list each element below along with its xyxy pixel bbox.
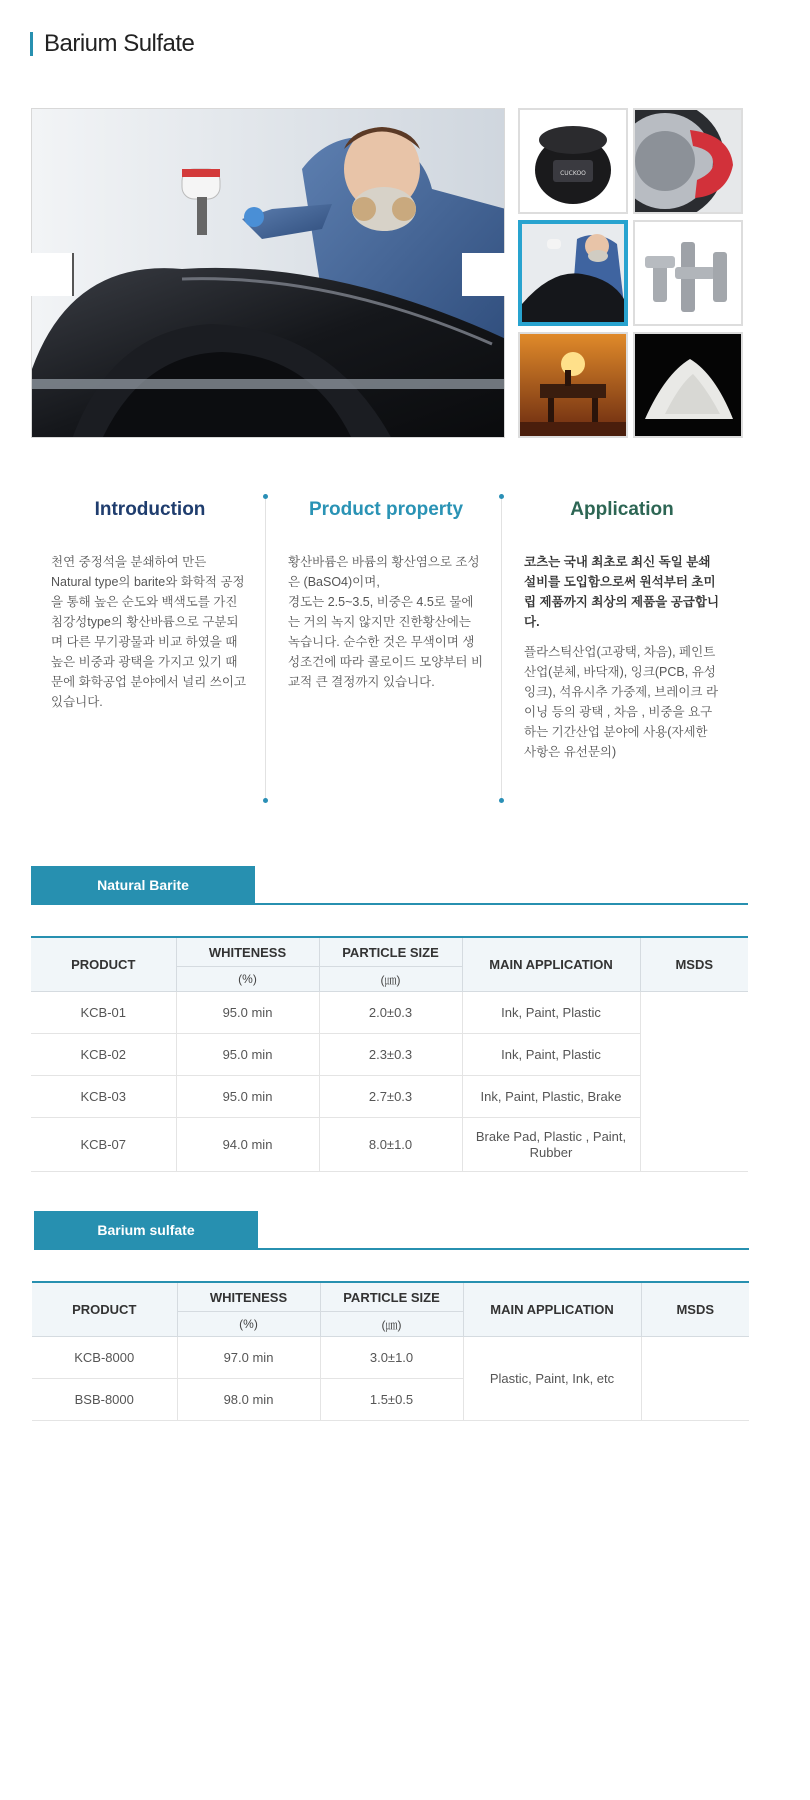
col-particle-size: PARTICLE SIZE bbox=[319, 937, 462, 967]
thumbnail-rice-cooker[interactable] bbox=[518, 108, 628, 214]
column-divider-1 bbox=[265, 496, 266, 800]
msds-cell bbox=[641, 1337, 749, 1421]
col-main-application: MAIN APPLICATION bbox=[463, 1282, 641, 1337]
table-row: KCB-01 95.0 min 2.0±0.3 Ink, Paint, Plastic bbox=[31, 992, 748, 1034]
col-msds: MSDS bbox=[641, 1282, 749, 1337]
col-whiteness: WHITENESS bbox=[177, 1282, 320, 1312]
thumbnail-spray-painting[interactable] bbox=[518, 220, 628, 326]
thumbnail-white-powder[interactable] bbox=[633, 332, 743, 438]
application-text: 코츠는 국내 최초로 최신 독일 분쇄설비를 도입함으로써 원석부터 초미립 제품까지 최상의 제품을 공급합니다. 플라스틱산업(고광택, 차음), 페인트산업(분체, 바닥재), 잉크(PCB, 유성잉크), 석유시추 가중제, 브레이크 라이닝 등의 광택 , 차음 , 비중을 요구하는 기간산업 분야에 사용(자세한 사항은 유선문의) bbox=[524, 555, 720, 759]
page-title: Barium Sulfate bbox=[44, 30, 195, 57]
application-highlight: 코츠는 국내 최초로 최신 독일 분쇄설비를 도입함으로써 원석부터 초미립 제품까지 최상의 제품을 공급합니다. bbox=[524, 555, 720, 629]
col-particle-unit: (㎛) bbox=[320, 1312, 463, 1337]
col-whiteness-unit: (%) bbox=[177, 1312, 320, 1337]
table-row: KCB-03 95.0 min 2.7±0.3 Ink, Paint, Plastic, Brake bbox=[31, 1076, 748, 1118]
table-row: KCB-02 95.0 min 2.3±0.3 Ink, Paint, Plastic bbox=[31, 1034, 748, 1076]
introduction-text: 천연 중정석을 분쇄하여 만든 Natural type의 barite와 화학적 공정을 통해 높은 순도와 백색도를 가진 침강성type의 황산바륨으로 구분되며 다른 무기광물과 비교 하였을 때 높은 비중과 광택을 가지고 있기 때문에 화학공업 분야에서 널리 쓰이고 있습니다. bbox=[51, 555, 247, 709]
barium-sulfate-tab-line bbox=[34, 1248, 749, 1250]
table-row: KCB-8000 97.0 min 3.0±1.0 Plastic, Paint, Ink, etc bbox=[32, 1337, 749, 1379]
col-product: PRODUCT bbox=[32, 1282, 177, 1337]
natural-barite-table bbox=[31, 936, 748, 1172]
barium-sulfate-tab: Barium sulfate bbox=[34, 1211, 258, 1249]
table-row: BSB-8000 98.0 min 1.5±0.5 bbox=[32, 1379, 749, 1421]
col-whiteness: WHITENESS bbox=[176, 937, 319, 967]
col-msds: MSDS bbox=[640, 937, 748, 992]
product-property-title: Product property bbox=[308, 499, 464, 520]
product-property-text: 황산바륨은 바륨의 황산염으로 조성은 (BaSO4)이며, 경도는 2.5~3.5, 비중은 4.5로 물에는 거의 녹지 않지만 진한황산에는 녹습니다. 순수한 것은 무색이며 생성조건에 따라 콜로이드 모양부터 비교적 큰 결정까지 있습니다. bbox=[288, 555, 484, 689]
title-accent-bar bbox=[30, 32, 33, 56]
thumbnail-cooker-brand: CUCKOO bbox=[560, 170, 586, 177]
divider-dot bbox=[263, 798, 268, 803]
natural-barite-tab-line bbox=[31, 903, 748, 905]
col-whiteness-unit: (%) bbox=[176, 967, 319, 992]
col-product: PRODUCT bbox=[31, 937, 176, 992]
thumbnail-offshore-rig[interactable] bbox=[518, 332, 628, 438]
col-main-application: MAIN APPLICATION bbox=[462, 937, 640, 992]
msds-cell bbox=[640, 992, 748, 1172]
divider-dot bbox=[263, 494, 268, 499]
application-merged-cell: Plastic, Paint, Ink, etc bbox=[463, 1337, 641, 1421]
natural-barite-tab: Natural Barite bbox=[31, 866, 255, 904]
thumbnail-pvc-pipes[interactable] bbox=[633, 220, 743, 326]
column-divider-2 bbox=[501, 496, 502, 800]
application-title: Application bbox=[570, 499, 674, 520]
divider-dot bbox=[499, 494, 504, 499]
main-product-image bbox=[31, 108, 505, 438]
next-image-arrow[interactable] bbox=[462, 253, 505, 296]
barium-sulfate-table bbox=[32, 1281, 749, 1421]
col-particle-unit: (㎛) bbox=[319, 967, 462, 992]
col-particle-size: PARTICLE SIZE bbox=[320, 1282, 463, 1312]
table-row: KCB-07 94.0 min 8.0±1.0 Brake Pad, Plastic , Paint, Rubber bbox=[31, 1118, 748, 1172]
introduction-title: Introduction bbox=[94, 499, 206, 520]
thumbnail-brake-caliper[interactable] bbox=[633, 108, 743, 214]
prev-image-arrow[interactable] bbox=[31, 253, 74, 296]
divider-dot bbox=[499, 798, 504, 803]
